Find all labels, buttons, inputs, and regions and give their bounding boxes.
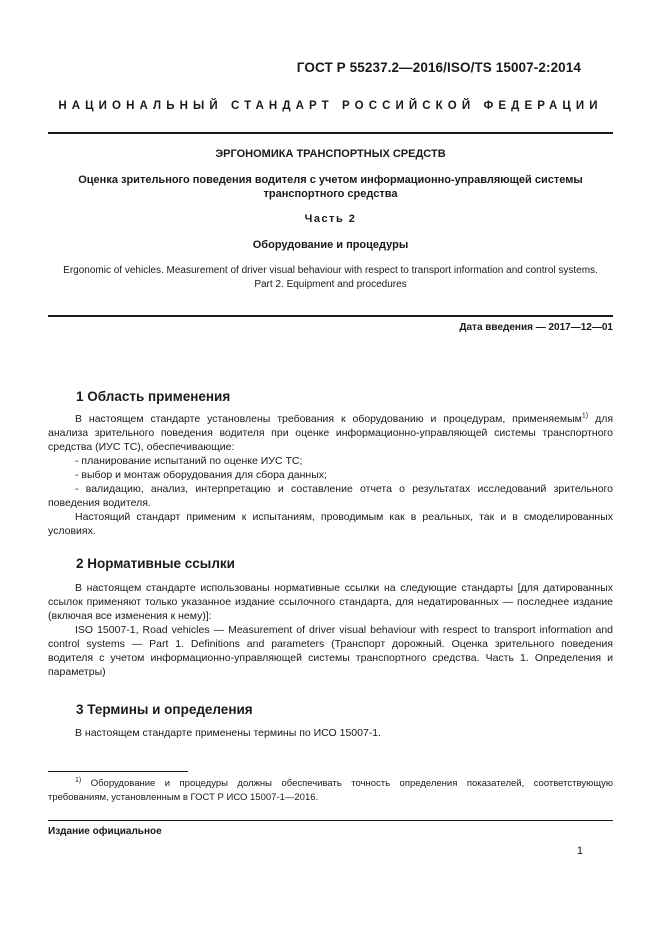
page-number: 1 <box>576 845 583 857</box>
list-item: - валидацию, анализ, интерпретацию и составление отчета о результатах исследований зрительного поведения водителя. <box>48 483 613 509</box>
english-title <box>48 264 613 292</box>
section-3-heading: 3 Термины и определения <box>76 702 253 717</box>
document-code: ГОСТ Р 55237.2—2016/ISO/TS 15007-2:2014 <box>296 60 581 75</box>
top-divider <box>48 132 613 134</box>
section-2-paragraph-2: ISO 15007-1, Road vehicles — Measurement of driver visual behaviour with respect to transport information and control systems — Part 1. Definitions and parameters (Транспорт дорожный. Оценка зрительного поведения водителя с учетом информационно-управляющей системы транспортного средства. Часть 1. Определения и параметры) <box>48 624 613 678</box>
official-edition-label: Издание официальное <box>48 826 162 837</box>
list-item: - выбор и монтаж оборудования для сбора данных; <box>75 469 327 481</box>
section-1-paragraph-1: В настоящем стандарте установлены требования к оборудованию и процедурам, применяемым$^{1)}$ для анализа зрительного поведения водителя при оценке информационно-управляющей системы транспортного средства (ИУС ТС), обеспечивающие: <box>48 412 614 453</box>
introduction-date: Дата введения — 2017—12—01 <box>459 322 613 333</box>
part-title: Оборудование и процедуры <box>252 239 409 251</box>
section-2-body <box>48 581 613 679</box>
footnote-text: Оборудование и процедуры должны обеспечивать точность определения показателей, соответствующую требованиям, установленным в ГОСТ Р ИСО 15007-1—2016. <box>48 778 614 803</box>
section-1-paragraph-2: Настоящий стандарт применим к испытаниям, проводимым как в реальных, так и в смоделированных условиях. <box>48 511 613 537</box>
bottom-divider <box>48 820 613 821</box>
title-subtitle <box>48 173 613 201</box>
footnote-ref[interactable]: 1) <box>581 412 589 420</box>
section-3-body <box>48 726 613 740</box>
part-number: Часть 2 <box>304 213 357 225</box>
footnote-divider <box>48 771 188 772</box>
middle-divider <box>48 315 613 317</box>
subtitle-line-1: Оценка зрительного поведения водителя с учетом информационно-управляющей системы <box>78 174 583 186</box>
section-1-heading: 1 Область применения <box>76 389 231 404</box>
subtitle-line-2: транспортного средства <box>263 188 398 200</box>
footnote-mark: 1) <box>75 776 82 784</box>
footnote <box>48 777 613 805</box>
list-item: - планирование испытаний по оценке ИУС ТС; <box>75 455 303 467</box>
section-2-heading: 2 Нормативные ссылки <box>76 556 235 571</box>
english-title-line-1: Ergonomic of vehicles. Measurement of driver visual behaviour with respect to transport information and control systems. <box>63 265 598 276</box>
section-2-paragraph-1: В настоящем стандарте использованы нормативные ссылки на следующие стандарты [для датированных ссылок применяют только указанное издание ссылочного стандарта, для недатированных — последнее издание (включая все изменения к нему)]: <box>48 582 613 622</box>
national-standard-banner: НАЦИОНАЛЬНЫЙ СТАНДАРТ РОССИЙСКОЙ ФЕДЕРАЦИИ <box>58 100 603 112</box>
english-title-line-2: Part 2. Equipment and procedures <box>254 279 407 290</box>
title-main: ЭРГОНОМИКА ТРАНСПОРТНЫХ СРЕДСТВ <box>215 148 446 160</box>
section-3-paragraph-1: В настоящем стандарте применены термины по ИСО 15007-1. <box>75 727 382 739</box>
section-1-body <box>48 412 613 538</box>
